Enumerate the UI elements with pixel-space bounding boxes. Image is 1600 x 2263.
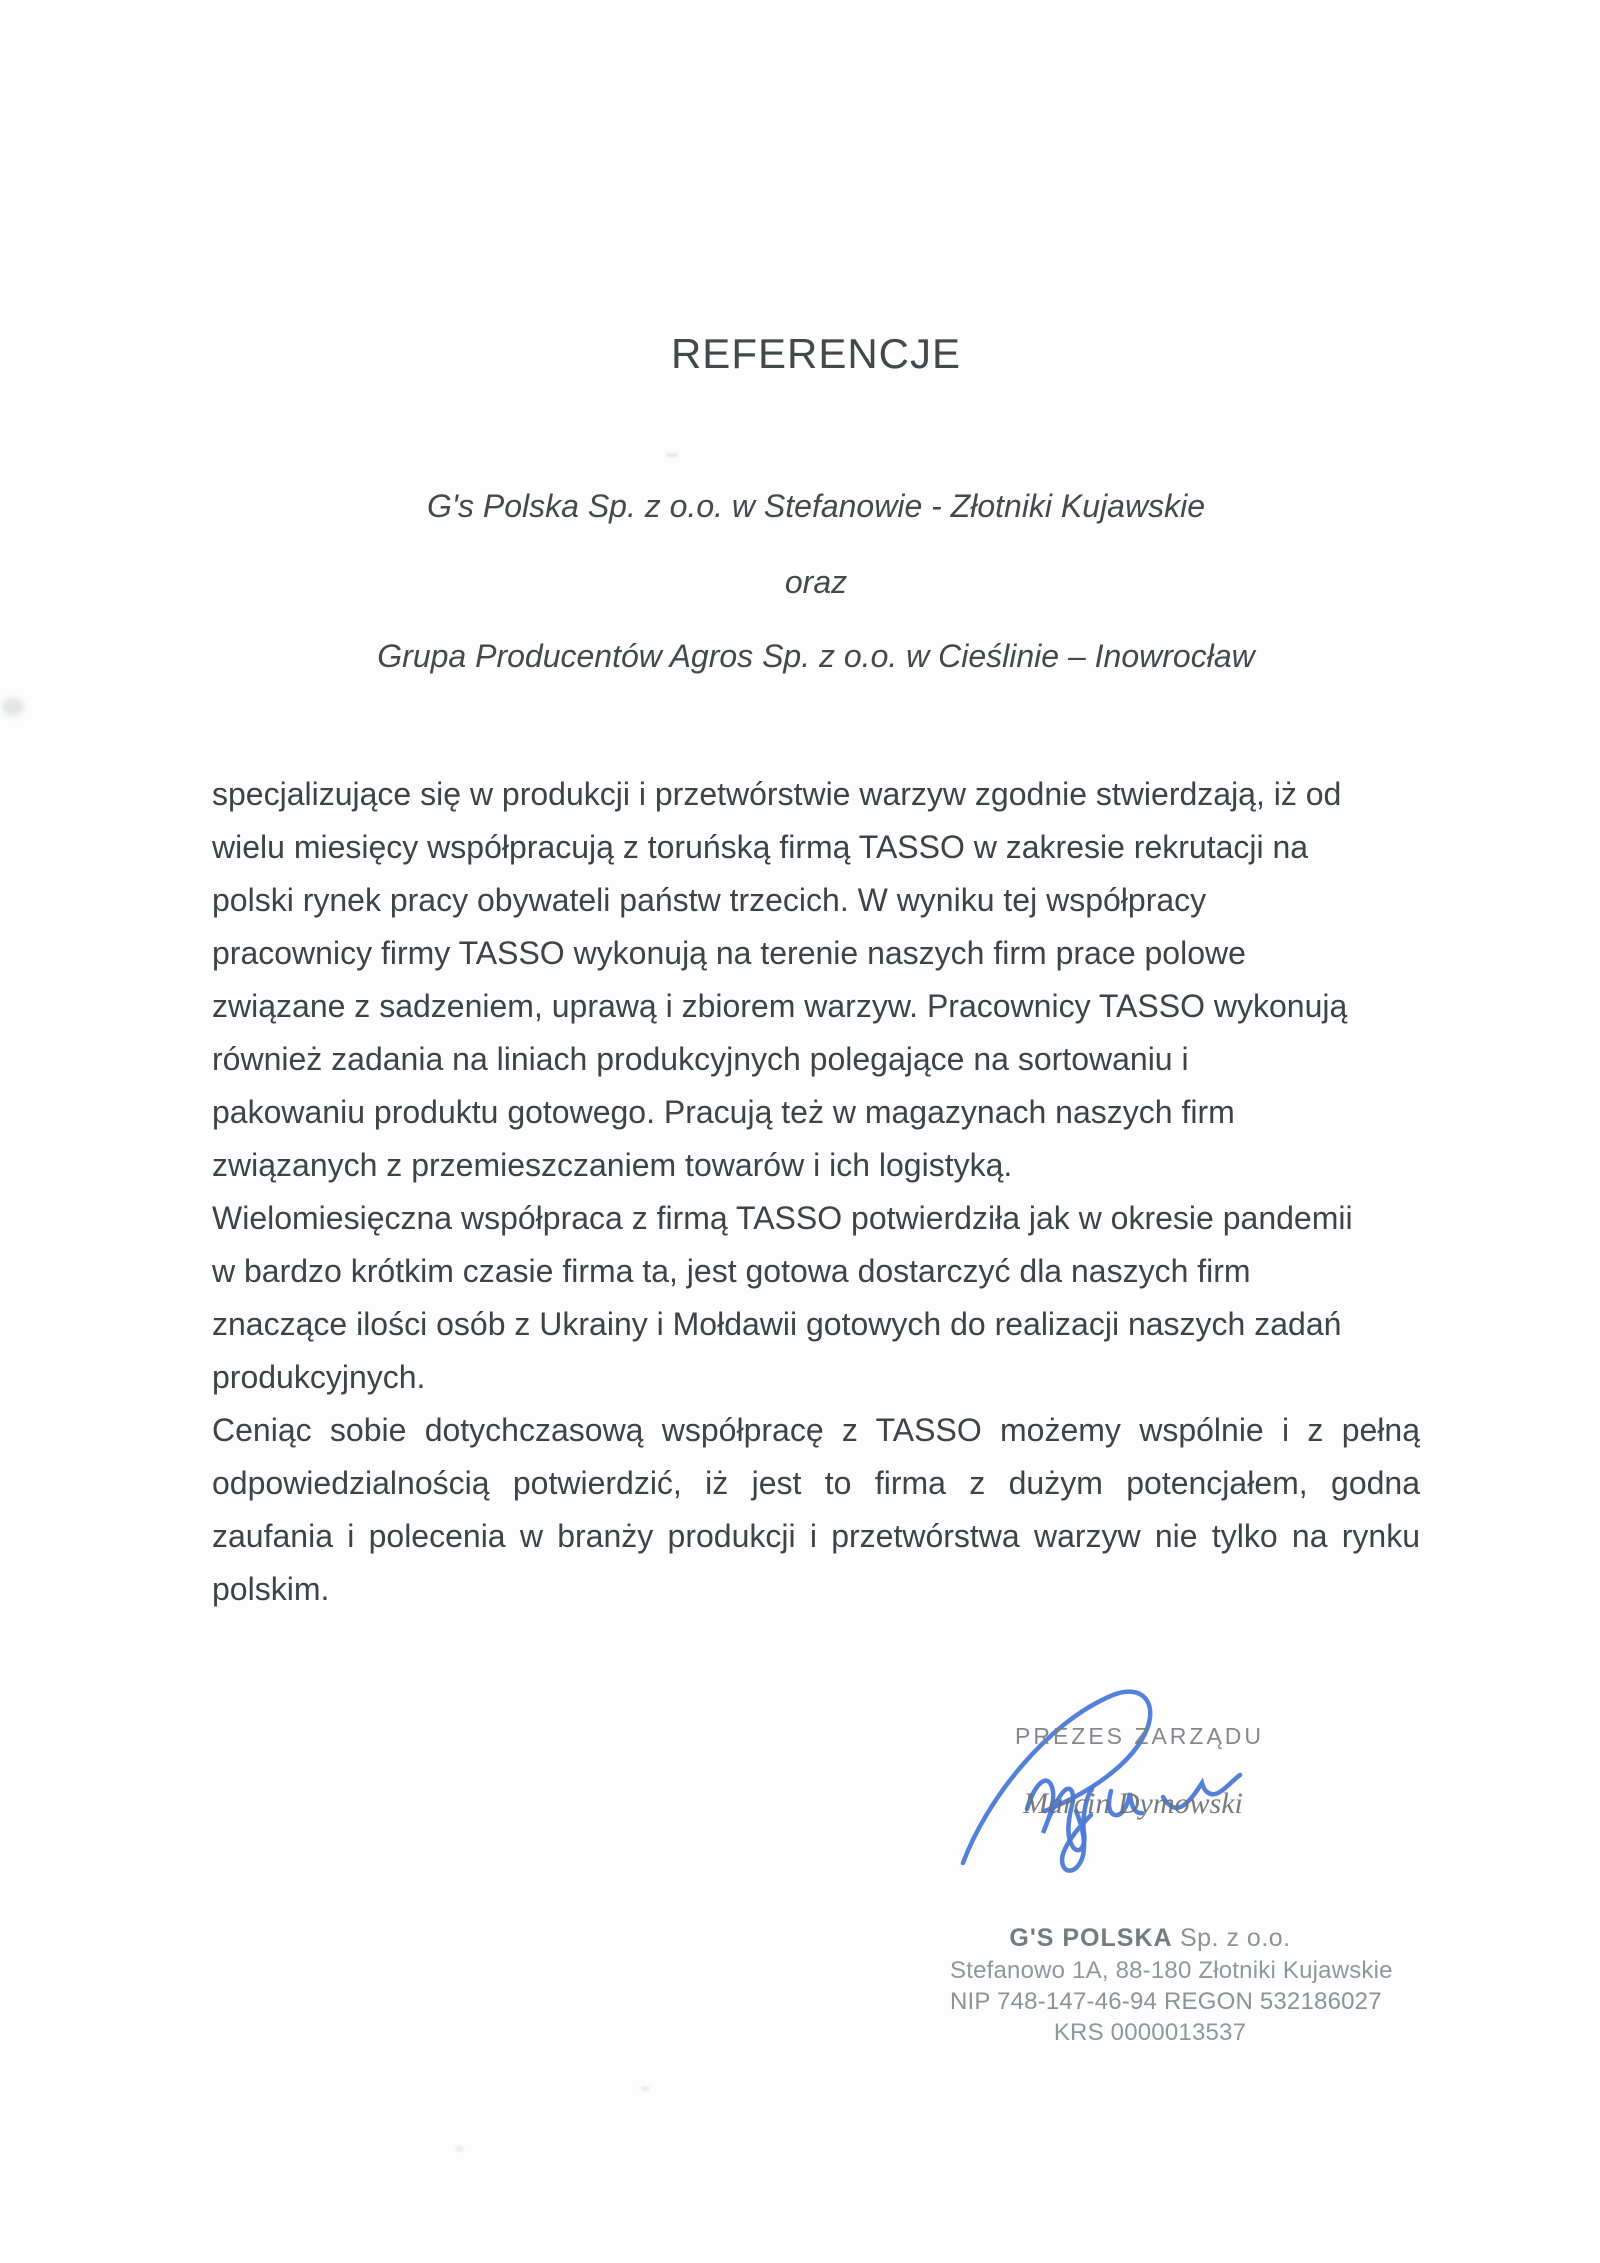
body-line: związane z sadzeniem, uprawą i zbiorem warzyw. Pracownicy TASSO wykonują <box>212 988 1348 1024</box>
body-line: pracownicy firmy TASSO wykonują na terenie naszych firm prace polowe <box>212 935 1246 971</box>
body-line: Ceniąc sobie dotychczasową współpracę z TASSO możemy wspólnie i z pełną <box>212 1412 1420 1448</box>
body-line: produkcyjnych. <box>212 1359 426 1395</box>
scan-artifact <box>2 698 24 716</box>
body-line: w bardzo krótkim czasie firma ta, jest gotowa dostarczyć dla naszych firm <box>212 1253 1251 1289</box>
stamp-tax-ids: NIP 748-147-46-94 REGON 532186027 <box>950 1988 1382 2015</box>
stamp-address: Stefanowo 1A, 88-180 Złotniki Kujawskie <box>950 1957 1393 1984</box>
scan-artifact <box>640 2086 650 2091</box>
signature-role-stamp: PREZES ZARZĄDU <box>1015 1723 1265 1749</box>
body-line: pakowaniu produktu gotowego. Pracują też w magazynach naszych firm <box>212 1094 1235 1130</box>
company-stamp <box>950 1922 1393 2048</box>
stamp-krs: KRS 0000013537 <box>1053 2019 1247 2046</box>
scan-artifact <box>455 2146 464 2152</box>
document-title: REFERENCJE <box>670 330 962 377</box>
body-line: zaufania i polecenia w branży produkcji i przetwórstwa warzyw nie tylko na rynku <box>212 1518 1420 1554</box>
company-name-1: G's Polska Sp. z o.o. w Stefanowie - Złotniki Kujawskie <box>427 488 1205 524</box>
stamp-company-name-suffix: Sp. z o.o. <box>1172 1924 1291 1952</box>
body-line: specjalizujące się w produkcji i przetwórstwie warzyw zgodnie stwierdzają, iż od <box>212 776 1342 812</box>
handwritten-signature-icon <box>945 1675 1315 1885</box>
stamp-company-name-bold: G'S POLSKA <box>1009 1924 1173 1952</box>
conjunction-text: oraz <box>784 564 848 600</box>
body-line: polskim. <box>212 1571 330 1607</box>
body-line: również zadania na liniach produkcyjnych polegające na sortowaniu i <box>212 1041 1189 1077</box>
signature-stroke-loop <box>963 1692 1150 1863</box>
scan-artifact <box>666 453 678 457</box>
stamp-company-name <box>950 1922 1350 1955</box>
body-text <box>212 768 1420 1616</box>
body-line: Wielomiesięczna współpraca z firmą TASSO potwierdziła jak w okresie pandemii <box>212 1200 1353 1236</box>
body-line: odpowiedzialnością potwierdzić, iż jest to firma z dużym potencjałem, godna <box>212 1465 1420 1501</box>
signature-block <box>945 1675 1315 1885</box>
body-line: polski rynek pracy obywateli państw trzecich. W wyniku tej współpracy <box>212 882 1207 918</box>
body-line: wielu miesięcy współpracują z toruńską firmą TASSO w zakresie rekrutacji na <box>212 829 1309 865</box>
company-name-2: Grupa Producentów Agros Sp. z o.o. w Cieślinie – Inowrocław <box>377 638 1255 674</box>
signature-name-stamp: Marcin Dymowski <box>1023 1787 1243 1820</box>
body-line: znaczące ilości osób z Ukrainy i Mołdawii gotowych do realizacji naszych zadań <box>212 1306 1342 1342</box>
body-line: związanych z przemieszczaniem towarów i ich logistyką. <box>212 1147 1013 1183</box>
